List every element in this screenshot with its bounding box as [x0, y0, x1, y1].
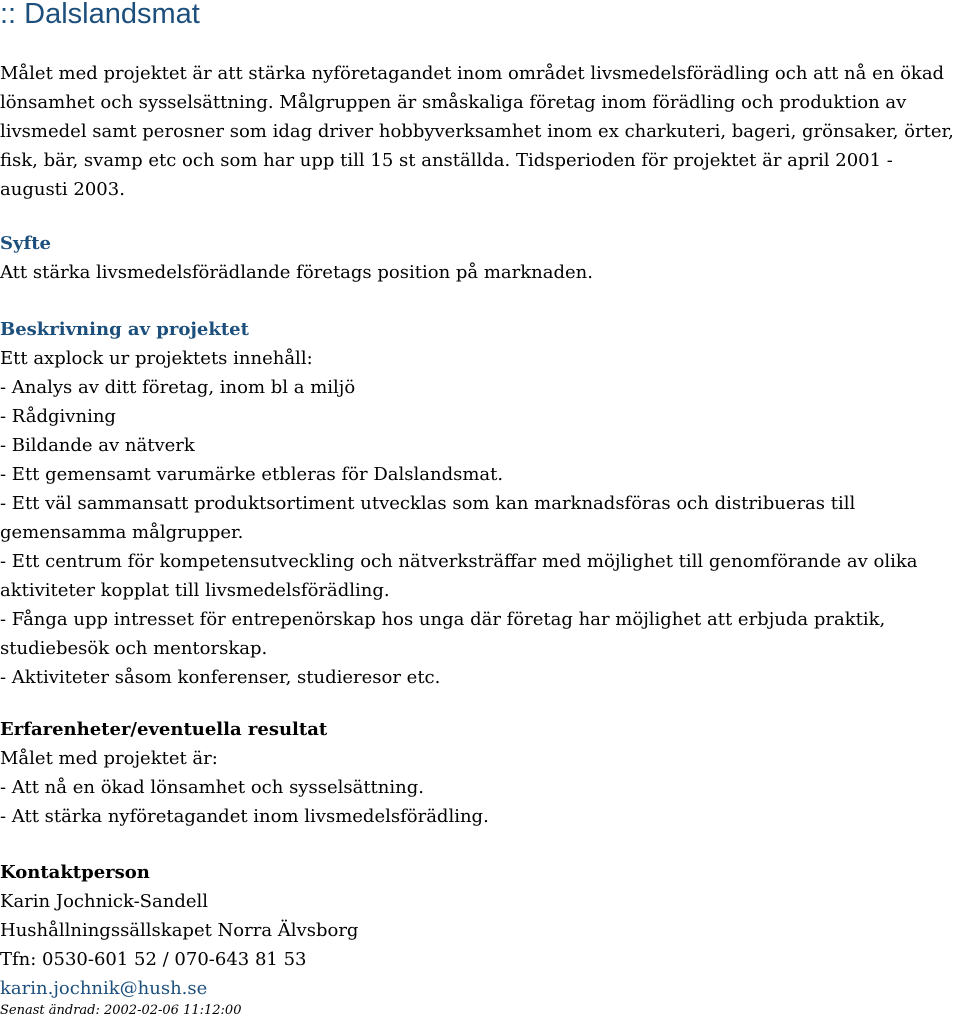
list-item: - Att nå en ökad lönsamhet och sysselsättning. [0, 777, 424, 798]
list-item: - Ett gemensamt varumärke etbleras för Dalslandsmat. [0, 464, 504, 485]
kontakt-heading: Kontaktperson [0, 862, 150, 883]
intro-text: Målet med projektet är att stärka nyföretagandet inom området livsmedelsförädling och att nå en ökad lönsamhet och sysselsättning. Målgruppen är småskaliga företag inom förädling och produktion av livsmedel samt perosner som idag driver hobbyverksamhet inom ex charkuteri, bageri, grönsaker, örter, fisk, bär, svamp etc och som har upp till 15 st anställda. Tidsperioden för projektet är april 2001 - augusti 2003. [0, 63, 954, 200]
list-item: - Analys av ditt företag, inom bl a miljö [0, 377, 356, 398]
beskrivning-lead: Ett axplock ur projektets innehåll: [0, 348, 313, 369]
last-modified: Senast ändrad: 2002-02-06 11:12:00 [0, 1003, 242, 1018]
section-beskrivning [0, 315, 958, 692]
contact-name: Karin Jochnick-Sandell [0, 891, 209, 912]
list-item: - Bildande av nätverk [0, 435, 195, 456]
contact-email-link[interactable]: karin.jochnik@hush.se [0, 978, 208, 999]
section-kontakt [0, 858, 958, 1003]
syfte-heading: Syfte [0, 233, 51, 254]
section-syfte [0, 229, 958, 287]
contact-phone: Tfn: 0530-601 52 / 070-643 81 53 [0, 949, 307, 970]
list-item: - Ett väl sammansatt produktsortiment utvecklas som kan marknadsföras och distribueras till gemensamma målgrupper. [0, 493, 856, 543]
beskrivning-heading: Beskrivning av projektet [0, 319, 249, 340]
syfte-text: Att stärka livsmedelsförädlande företags position på marknaden. [0, 262, 593, 283]
list-item: - Aktiviteter såsom konferenser, studieresor etc. [0, 667, 441, 688]
erfarenheter-heading: Erfarenheter/eventuella resultat [0, 719, 328, 740]
list-item: - Ett centrum för kompetensutveckling och nätverksträffar med möjlighet till genomförande av olika aktiviteter kopplat till livsmedelsförädling. [0, 551, 918, 601]
page-title: :: Dalslandsmat [0, 0, 200, 30]
section-erfarenheter [0, 715, 958, 831]
list-item: - Att stärka nyföretagandet inom livsmedelsförädling. [0, 806, 489, 827]
list-item: - Fånga upp intresset för entrepenörskap hos unga där företag har möjlighet att erbjuda praktik, studiebesök och mentorskap. [0, 609, 886, 659]
contact-organization: Hushållningssällskapet Norra Älvsborg [0, 920, 359, 941]
list-item: - Rådgivning [0, 406, 116, 427]
erfarenheter-lead: Målet med projektet är: [0, 748, 218, 769]
intro-paragraph [0, 59, 958, 204]
